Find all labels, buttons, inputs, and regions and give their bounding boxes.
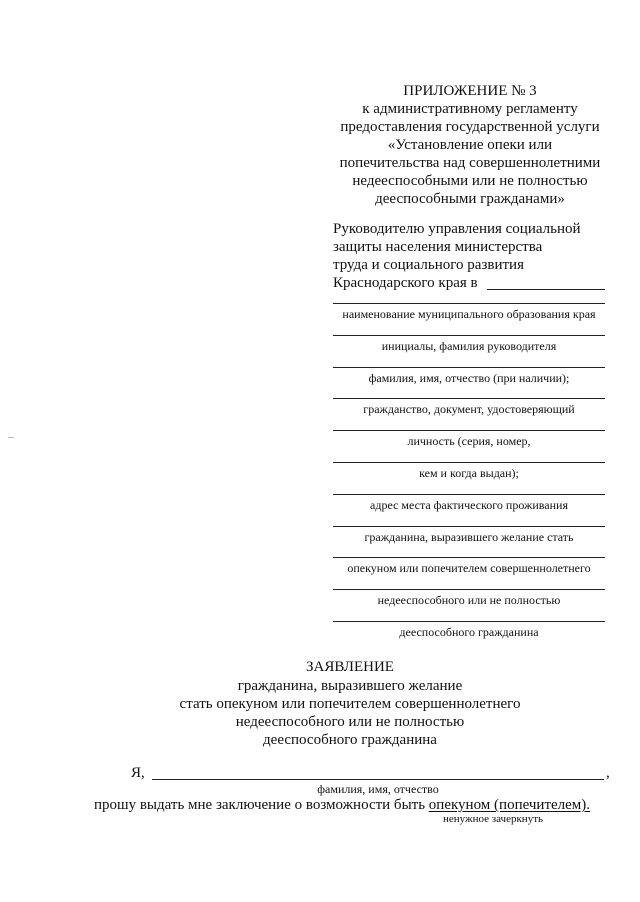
field-line[interactable]	[333, 398, 605, 399]
field-line[interactable]	[333, 462, 605, 463]
addressee-line: защиты населения министерства	[333, 239, 543, 255]
field-line[interactable]	[333, 335, 605, 336]
statement-title: ЗАЯВЛЕНИЕ	[306, 659, 394, 675]
appendix-reference	[330, 100, 610, 208]
field-line[interactable]	[333, 557, 605, 558]
appendix-line: к административному регламенту	[362, 101, 578, 117]
field-caption: опекуном или попечителем совершеннолетнего	[347, 561, 591, 575]
appendix-title: ПРИЛОЖЕНИЕ № 3	[403, 83, 537, 99]
field-line[interactable]	[333, 367, 605, 368]
field-caption: адрес места фактического проживания	[370, 498, 568, 512]
field-caption: фамилия, имя, отчество (при наличии);	[368, 371, 570, 385]
applicant-name-line[interactable]	[152, 779, 604, 780]
field-line[interactable]	[333, 621, 605, 622]
request-line	[94, 796, 590, 814]
applicant-suffix: ,	[606, 765, 610, 781]
field-caption: гражданина, выразившего желание стать	[364, 530, 574, 544]
municipality-fill-line[interactable]	[487, 289, 605, 290]
addressee-block	[333, 220, 613, 274]
role-note: ненужное зачеркнуть	[443, 813, 544, 825]
appendix-line: дееспособными гражданами»	[375, 191, 565, 207]
field-line[interactable]	[333, 589, 605, 590]
statement-subtitle-line: дееспособного гражданина	[263, 732, 437, 748]
scan-mark	[8, 437, 14, 438]
field-caption: личность (серия, номер,	[407, 434, 531, 448]
addressee-line: Руководителю управления социальной	[333, 221, 581, 237]
appendix-line: «Установление опеки или	[387, 137, 553, 153]
field-caption: гражданство, документ, удостоверяющий	[363, 402, 575, 416]
field-caption: кем и когда выдан);	[419, 466, 519, 480]
applicant-name-caption: фамилия, имя, отчество	[317, 782, 439, 796]
field-line[interactable]	[333, 430, 605, 431]
statement-subtitle-line: гражданина, выразившего желание	[237, 678, 463, 694]
statement-subtitle-line: стать опекуном или попечителем совершеннолетнего	[179, 696, 521, 712]
statement-subtitle	[0, 677, 640, 749]
field-line[interactable]	[333, 303, 605, 304]
addressee-line: труда и социального развития	[333, 257, 524, 273]
appendix-line: предоставления государственной услуги	[340, 119, 600, 135]
request-text: прошу выдать мне заключение о возможности быть	[94, 797, 426, 813]
statement-subtitle-line: недееспособного или не полностью	[235, 714, 465, 730]
field-caption: недееспособного или не полностью	[377, 593, 561, 607]
guardian-role[interactable]: опекуном (попечителем).	[428, 797, 591, 813]
appendix-line: недееспособными или не полностью	[352, 173, 588, 189]
field-caption: дееспособного гражданина	[399, 625, 539, 639]
applicant-prefix: Я,	[131, 765, 145, 781]
field-caption: инициалы, фамилия руководителя	[381, 339, 557, 353]
appendix-line: попечительства над совершеннолетними	[339, 155, 601, 171]
field-line[interactable]	[333, 526, 605, 527]
addressee-region: Краснодарского края в	[333, 275, 478, 291]
field-caption: наименование муниципального образования края	[342, 307, 596, 321]
field-line[interactable]	[333, 494, 605, 495]
